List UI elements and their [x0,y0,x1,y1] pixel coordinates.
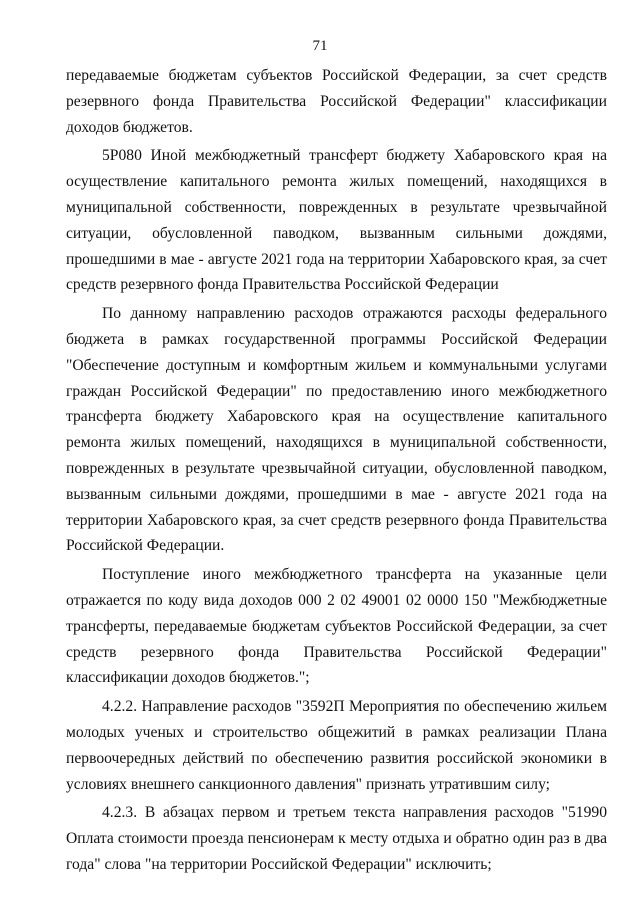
document-body [66,63,607,878]
paragraph-4-2-2: 4.2.2. Направление расходов "3592П Мероприятия по обеспечению жильем молодых ученых и строительство общежитий в рамках реализации Плана первоочередных действий по обеспечению развития российской экономики в условиях внешнего санкционного давления" признать утратившим силу; [66,698,607,793]
page-number: 71 [312,38,328,54]
paragraph-4-2-3: 4.2.3. В абзацах первом и третьем текста направления расходов "51990 Оплата стоимости проезда пенсионерам к месту отдыха и обратно один раз в два года" слова "на территории Российской Федерации" исключить; [66,804,607,873]
paragraph-continuation: передаваемые бюджетам субъектов Российской Федерации, за счет средств резервного фонда Правительства Российской Федерации" классификации доходов бюджетов. [66,67,607,136]
paragraph-5p080-heading: 5Р080 Иной межбюджетный трансферт бюджету Хабаровского края на осуществление капитального ремонта жилых помещений, находящихся в муниципальной собственности, поврежденных в результате чрезвычайной ситуации, обусловленной паводком, вызванным сильными дождями, прошедшими в мае - августе 2021 года на территории Хабаровского края, за счет средств резервного фонда Правительства Российской Федерации [66,147,607,294]
paragraph-revenue-code: Поступление иного межбюджетного трансферта на указанные цели отражается по коду вида доходов 000 2 02 49001 02 0000 150 "Межбюджетные трансферты, передаваемые бюджетам субъектов Российской Федерации, за счет средств резервного фонда Правительства Российской Федерации" классификации доходов бюджетов."; [66,566,607,687]
paragraph-5p080-description: По данному направлению расходов отражаются расходы федерального бюджета в рамках государственной программы Российской Федерации "Обеспечение доступным и комфортным жильем и коммунальными услугами граждан Российской Федерации" по предоставлению иного межбюджетного трансферта бюджету Хабаровского края на осуществление капитального ремонта жилых помещений, находящихся в муниципальной собственности, поврежденных в результате чрезвычайной ситуации, обусловленной паводком, вызванным сильными дождями, прошедшими в мае - августе 2021 года на территории Хабаровского края, за счет средств резервного фонда Правительства Российской Федерации. [66,305,607,555]
